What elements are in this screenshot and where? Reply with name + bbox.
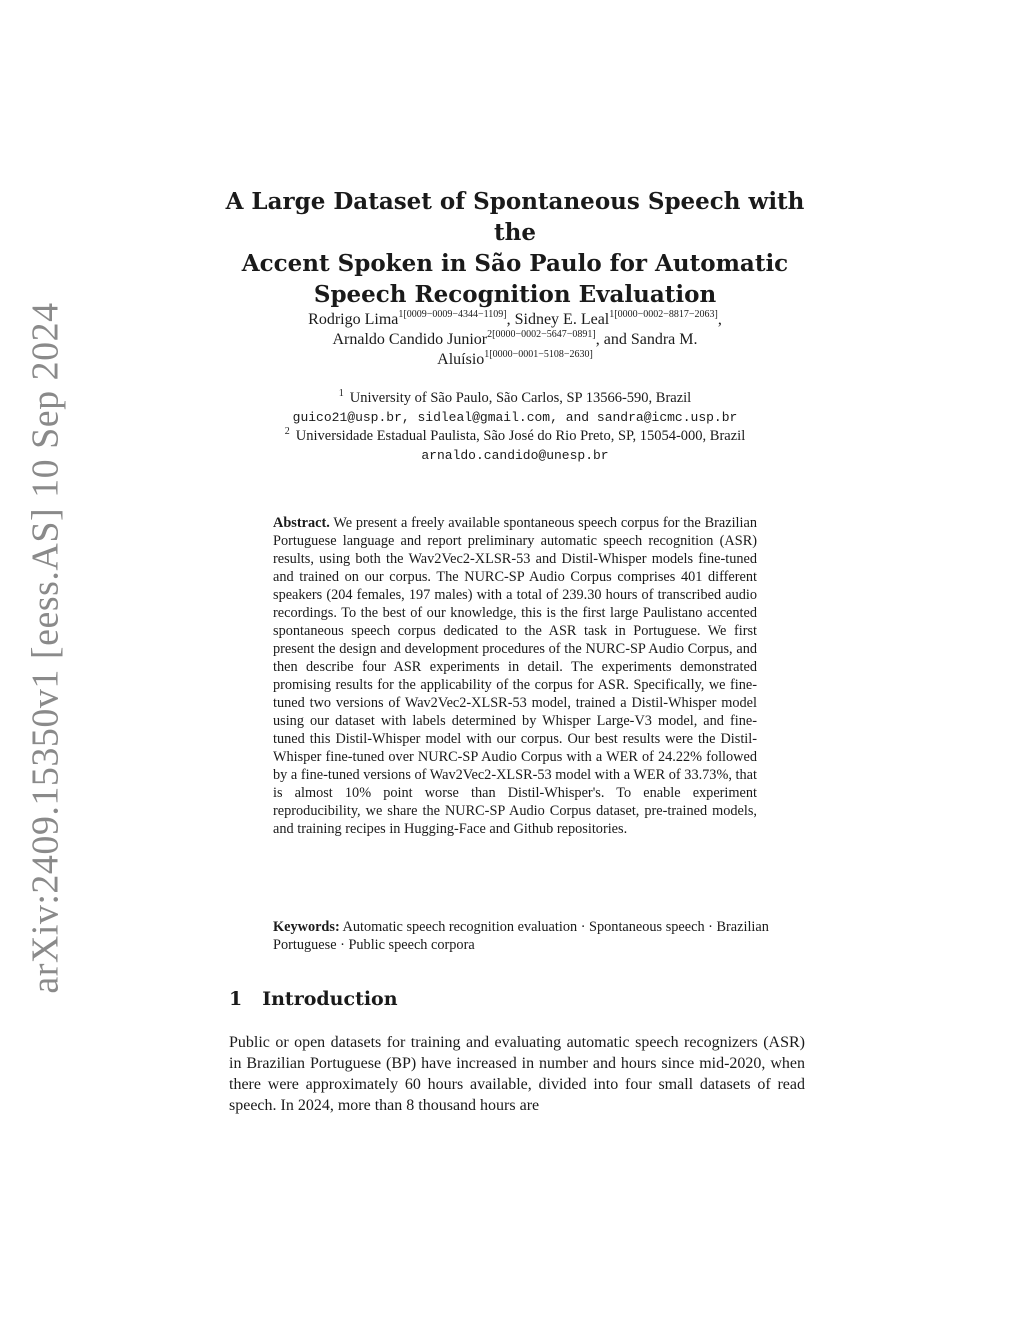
author-orcid: 1[0000−0002−8817−2063] [609,309,718,320]
introduction-paragraph: Public or open datasets for training and evaluating automatic speech recognizers (ASR) in Brazilian Portuguese (BP) have increased in number and hours since mid-2020, when there were approximately 60 hours available, divided into four small datasets of read speech. In 2024, more than 8 thousand hours are [229,1034,805,1114]
title-line-3: Speech Recognition Evaluation [313,281,717,308]
title-line-2: Accent Spoken in São Paulo for Automatic [241,250,789,277]
affiliation-mark: 2 [284,426,290,437]
keywords-text: Automatic speech recognition evaluation · Spontaneous speech · Brazilian Portuguese · Public speech corpora [273,919,769,953]
author-name: Aluísio [437,351,485,368]
affiliation-text: University of São Paulo, São Carlos, SP 13566-590, Brazil [349,390,692,406]
abstract-text: We present a freely available spontaneous speech corpus for the Brazilian Portuguese language and report preliminary automatic speech recognition (ASR) results, using both the Wav2Vec2-XLSR-53 and Distil-Whisper models fine-tuned and trained on our corpus. The NURC-SP Audio Corpus comprises 401 different speakers (204 females, 197 males) with a total of 239.30 hours of transcribed audio recordings. To the best of our knowledge, this is the first large Paulistano accented spontaneous speech corpus dedicated to the ASR task in Portuguese. We first present the design and development procedures of the NURC-SP Audio Corpus, and then describe four ASR experiments in detail. The experiments demonstrated promising results for the applicability of the corpus for ASR. Specifically, we fine-tuned two versions of Wav2Vec2-XLSR-53 model, trained a Distil-Whisper model using our dataset with labels determined by Whisper Large-V3 model, and fine-tuned this Distil-Whisper model with our corpus. Our best results were the Distil-Whisper fine-tuned over NURC-SP Audio Corpus with a WER of 24.22% followed by a fine-tuned versions of Wav2Vec2-XLSR-53 model with a WER of 33.73%, that is almost 10% point worse than Distil-Whisper's. To enable experiment reproducibility, we share the NURC-SP Audio Corpus dataset, pre-trained models, and training recipes in Hugging-Face and Github repositories. [273,515,757,837]
abstract-label: Abstract. [273,515,330,531]
keywords [273,918,783,954]
affiliation-2 [230,427,800,446]
title-line-1: A Large Dataset of Spontaneous Speech with the [225,188,805,246]
keywords-label: Keywords: [273,919,340,935]
abstract [273,514,757,838]
section-number: 1 [229,988,243,1010]
section-heading-introduction [229,988,398,1010]
author-orcid: 1[0009−0009−4344−1109] [398,309,507,320]
paper-title [220,186,810,310]
arxiv-identifier-text: arXiv:2409.15350v1 [eess.AS] 10 Sep 2024 [25,301,67,994]
affiliation-1 [230,389,800,408]
author-name: Rodrigo Lima [308,311,399,328]
affiliation-mark: 1 [338,388,344,399]
affiliation-1-emails: guico21@usp.br, sidleal@gmail.com, and sandra@icmc.usp.br [292,410,738,425]
author-line-3 [230,350,800,370]
affiliation-2-email: arnaldo.candido@unesp.br [421,448,609,463]
author-line-2: Arnaldo Candido Junior$^{2[0000-0002-5647-0891]}$, and Sandra M. [332,329,698,348]
arxiv-identifier-stamp [24,301,68,994]
author-line-1: Rodrigo Lima$^{1[0009-0009-4344-1109]}$, Sidney E. Leal$^{1[0000-0002-8817-2063]}$, [308,309,722,328]
author-name: Arnaldo Candido Junior [332,331,488,348]
author-orcid: 1[0000−0001−5108−2630] [484,349,593,360]
author-name: Sidney E. Leal [514,311,610,328]
author-orcid: 2[0000−0002−5647−0891] [487,329,596,340]
author-list [230,310,800,370]
author-name: Sandra M. [630,331,698,348]
affiliations [230,389,800,465]
section-title: Introduction [262,988,398,1010]
affiliation-text: Universidade Estadual Paulista, São José do Rio Preto, SP, 15054-000, Brazil [295,428,746,444]
